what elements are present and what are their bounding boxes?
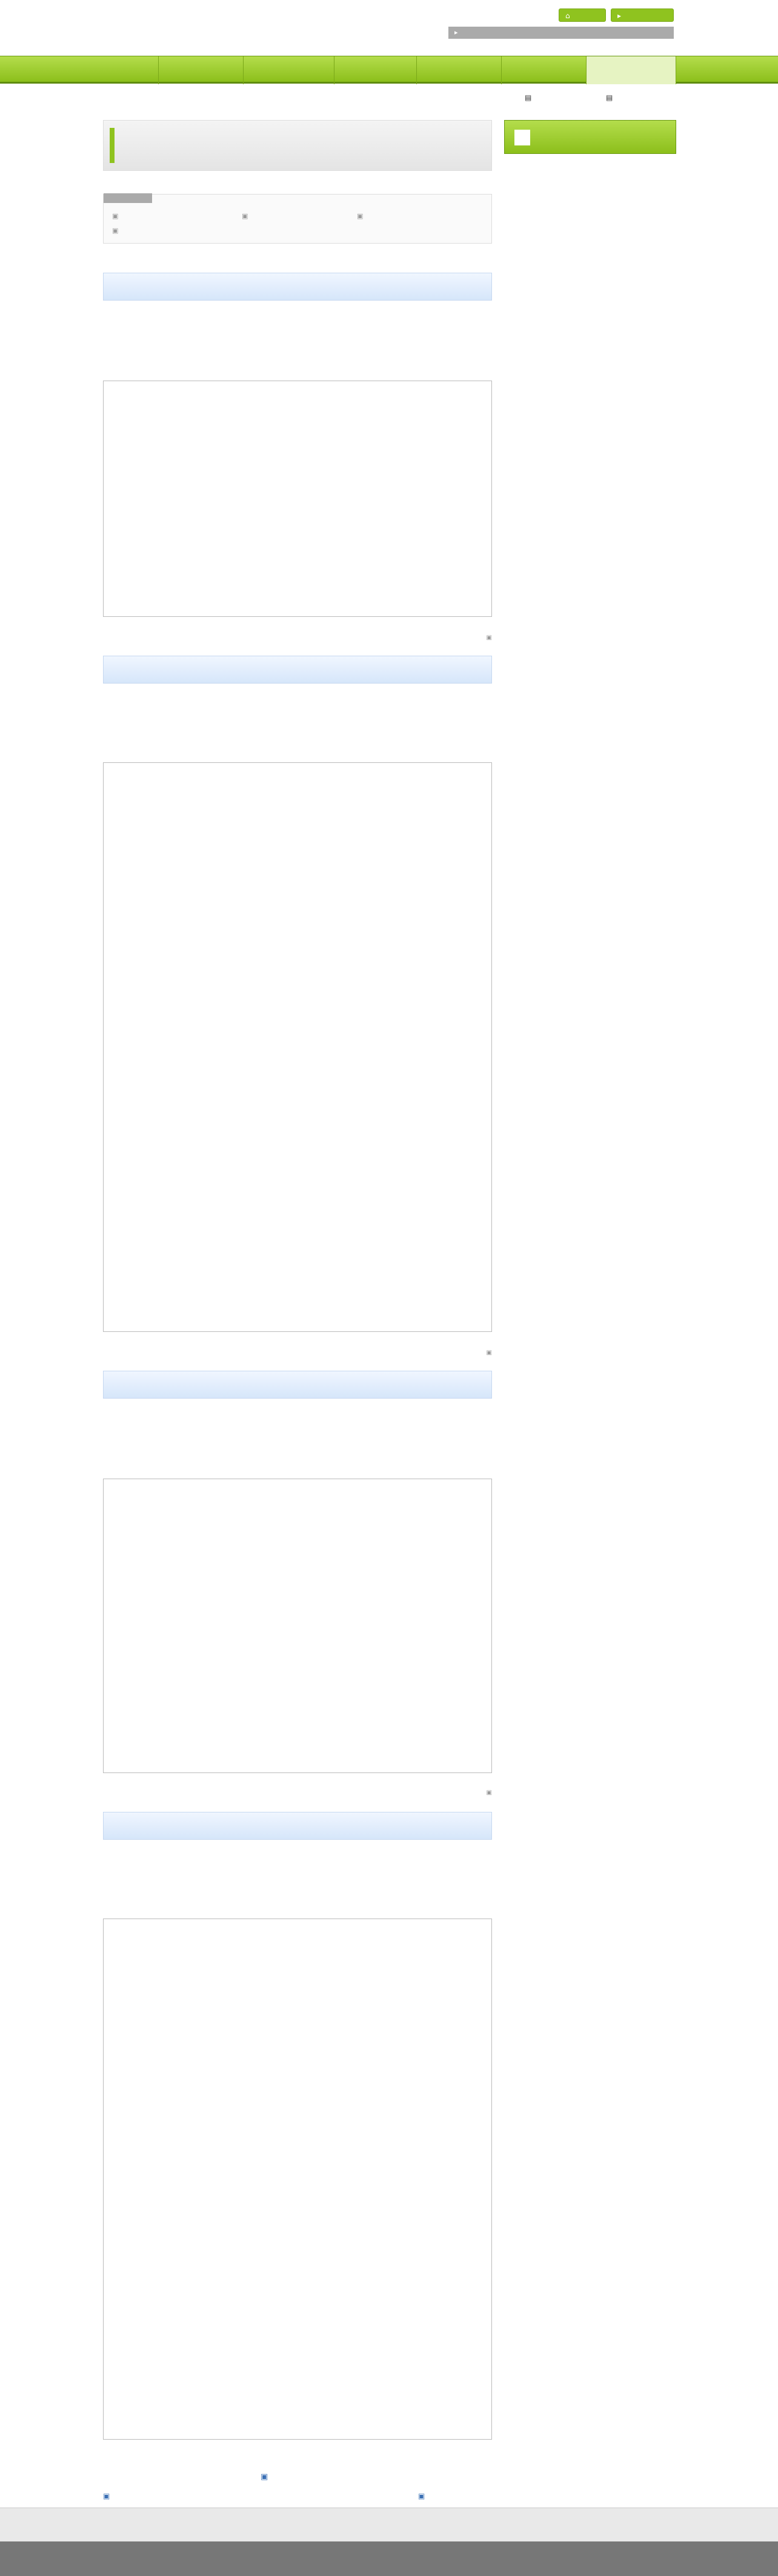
section-number-icon bbox=[514, 130, 530, 145]
nav-item-systemic[interactable] bbox=[417, 56, 502, 84]
home-icon: ▣ bbox=[103, 2492, 110, 2500]
section-heading bbox=[103, 273, 492, 301]
toc-link[interactable] bbox=[357, 211, 367, 221]
order-box[interactable] bbox=[103, 1479, 492, 1773]
toc-link[interactable] bbox=[242, 211, 251, 221]
copyright bbox=[0, 2541, 778, 2576]
printer-icon: ▤ bbox=[606, 93, 613, 102]
arrow-up-icon: ▣ bbox=[261, 2472, 268, 2481]
back-to-top-link[interactable] bbox=[103, 633, 492, 641]
section-heading bbox=[103, 1371, 492, 1399]
back-to-top-link[interactable] bbox=[418, 2492, 425, 2500]
print-all-button[interactable] bbox=[525, 91, 531, 104]
order-box[interactable] bbox=[103, 1919, 492, 2440]
section-heading bbox=[103, 656, 492, 684]
toc-link[interactable] bbox=[112, 211, 122, 221]
nav-item-digestive[interactable] bbox=[159, 56, 244, 84]
order-box[interactable] bbox=[103, 762, 492, 1332]
sidebar-heading bbox=[504, 120, 676, 154]
nav-item-mental[interactable] bbox=[334, 56, 417, 84]
footer-nav bbox=[0, 2508, 778, 2541]
arrow-icon: ▸ bbox=[454, 28, 458, 36]
nav-item-terminal[interactable] bbox=[502, 56, 587, 84]
print-body-button[interactable] bbox=[606, 91, 613, 104]
sitemap-button[interactable] bbox=[611, 8, 674, 22]
site-header bbox=[0, 0, 778, 56]
optim-banner-link[interactable] bbox=[448, 27, 674, 39]
home-link[interactable] bbox=[103, 2492, 110, 2500]
back-to-appendix-link[interactable] bbox=[261, 2472, 268, 2481]
back-to-top-link[interactable] bbox=[103, 1788, 492, 1796]
heading-accent-bar bbox=[110, 128, 115, 163]
page-toc bbox=[103, 194, 492, 244]
page-heading bbox=[103, 120, 492, 171]
toc-link[interactable] bbox=[112, 226, 122, 235]
sitemap-icon: ▸ bbox=[617, 12, 622, 20]
toc-label bbox=[104, 193, 152, 203]
nav-item-pain[interactable] bbox=[103, 56, 159, 84]
nav-item-respiratory[interactable] bbox=[244, 56, 334, 84]
order-box[interactable] bbox=[103, 381, 492, 617]
printer-icon: ▤ bbox=[525, 93, 532, 102]
arrow-up-icon: ▣ bbox=[418, 2492, 425, 2500]
home-icon: ⌂ bbox=[565, 12, 570, 20]
nav-item-appendix[interactable] bbox=[587, 56, 676, 84]
back-to-top-link[interactable] bbox=[103, 1348, 492, 1356]
home-button[interactable] bbox=[559, 8, 606, 22]
section-heading bbox=[103, 1812, 492, 1840]
global-nav bbox=[0, 56, 778, 84]
